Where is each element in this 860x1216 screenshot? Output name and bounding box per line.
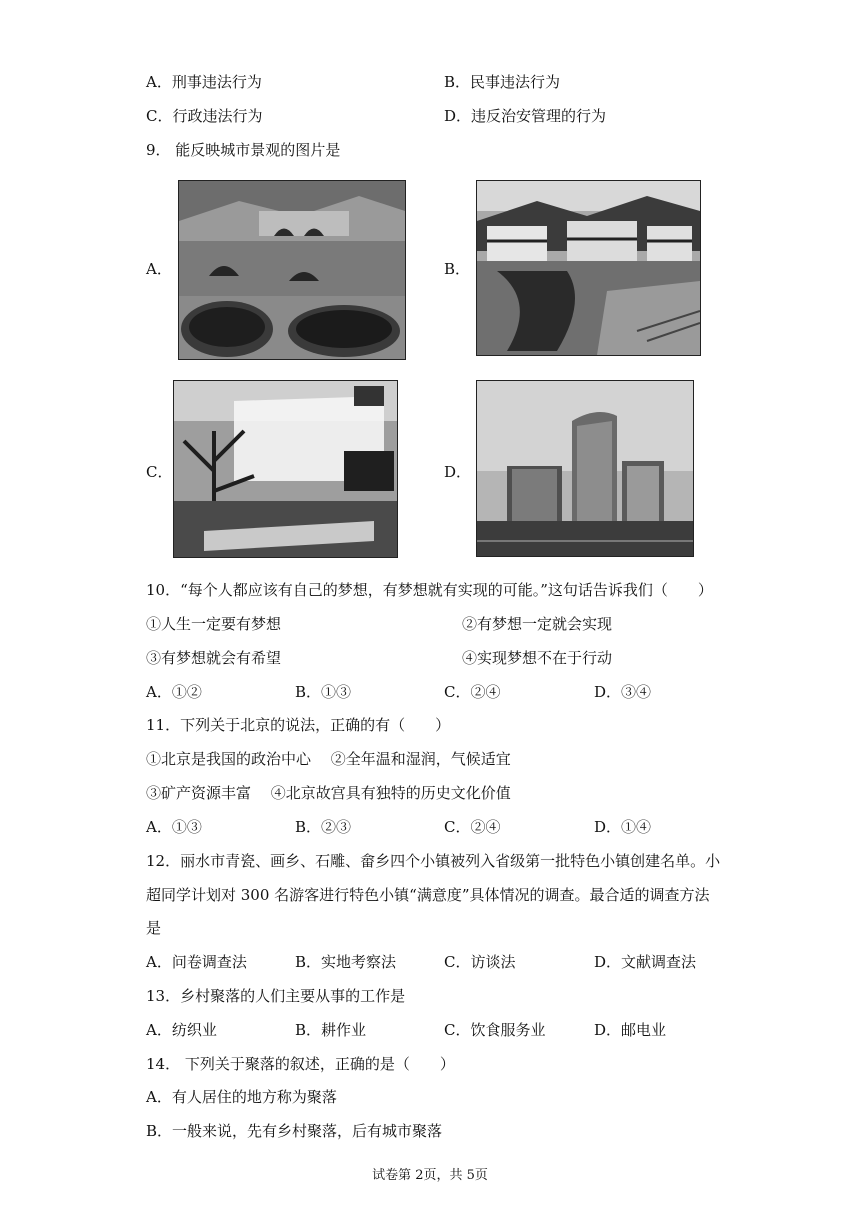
q12-stem-line1: 12．丽水市青瓷、画乡、石雕、畲乡四个小镇被列入省级第一批特色小镇创建名单。小 bbox=[146, 852, 721, 870]
q12-stem-line2: 超同学计划对 300 名游客进行特色小镇“满意度”具体情况的调查。最合适的调查方法 bbox=[146, 886, 710, 904]
q11-items-line1: ①北京是我国的政治中心 ②全年温和湿润，气候适宜 bbox=[146, 750, 511, 768]
q13-option-c: C．饮食服务业 bbox=[444, 1021, 546, 1039]
q9-label-b: B． bbox=[444, 260, 471, 278]
q10-option-c: C．②④ bbox=[444, 683, 501, 701]
photo-village-houses bbox=[173, 380, 398, 558]
q11-option-b: B．②③ bbox=[295, 818, 352, 836]
q10-item-3: ③有梦想就会有希望 bbox=[146, 649, 282, 667]
q9-label-a: A． bbox=[146, 260, 172, 278]
q11-option-d: D．①④ bbox=[594, 818, 652, 836]
q11-option-a: A．①③ bbox=[146, 818, 202, 836]
q9-stem: 9． 能反映城市景观的图片是 bbox=[146, 141, 341, 159]
q13-option-a: A．纺织业 bbox=[146, 1021, 217, 1039]
q10-item-4: ④实现梦想不在于行动 bbox=[462, 649, 613, 667]
page-footer: 试卷第 2页，共 5页 bbox=[372, 1168, 488, 1183]
q10-item-2: ②有梦想一定就会实现 bbox=[462, 615, 613, 633]
q13-stem: 13．乡村聚落的人们主要从事的工作是 bbox=[146, 987, 406, 1005]
q11-items-line2: ③矿产资源丰富 ④北京故宫具有独特的历史文化价值 bbox=[146, 784, 511, 802]
q14-option-a: A．有人居住的地方称为聚落 bbox=[146, 1088, 337, 1106]
q8-option-c: C．行政违法行为 bbox=[146, 107, 263, 125]
photo-cave-dwellings bbox=[178, 180, 406, 360]
q8-option-b: B．民事违法行为 bbox=[444, 73, 561, 91]
q11-stem: 11．下列关于北京的说法，正确的有（ ） bbox=[146, 716, 451, 734]
q10-option-d: D．③④ bbox=[594, 683, 652, 701]
q8-option-d: D．违反治安管理的行为 bbox=[444, 107, 607, 125]
q12-option-c: C．访谈法 bbox=[444, 953, 516, 971]
q10-option-a: A．①② bbox=[146, 683, 202, 701]
q10-option-b: B．①③ bbox=[295, 683, 352, 701]
q13-option-b: B．耕作业 bbox=[295, 1021, 367, 1039]
q14-option-b: B．一般来说，先有乡村聚落，后有城市聚落 bbox=[146, 1122, 443, 1140]
q12-option-d: D．文献调查法 bbox=[594, 953, 697, 971]
q12-option-b: B．实地考察法 bbox=[295, 953, 397, 971]
q11-option-c: C．②④ bbox=[444, 818, 501, 836]
q9-label-d: D． bbox=[444, 463, 472, 481]
q14-stem: 14． 下列关于聚落的叙述，正确的是（ ） bbox=[146, 1055, 455, 1073]
photo-stilt-houses bbox=[476, 180, 701, 356]
q12-stem-line3: 是 bbox=[146, 919, 162, 937]
q10-item-1: ①人生一定要有梦想 bbox=[146, 615, 282, 633]
q13-option-d: D．邮电业 bbox=[594, 1021, 667, 1039]
photo-city-skyscrapers bbox=[476, 380, 694, 557]
q8-option-a: A．刑事违法行为 bbox=[146, 73, 262, 91]
q12-option-a: A．问卷调查法 bbox=[146, 953, 247, 971]
q9-label-c: C． bbox=[146, 463, 173, 481]
q10-stem: 10．“每个人都应该有自己的梦想，有梦想就有实现的可能。”这句话告诉我们（ ） bbox=[146, 581, 713, 599]
